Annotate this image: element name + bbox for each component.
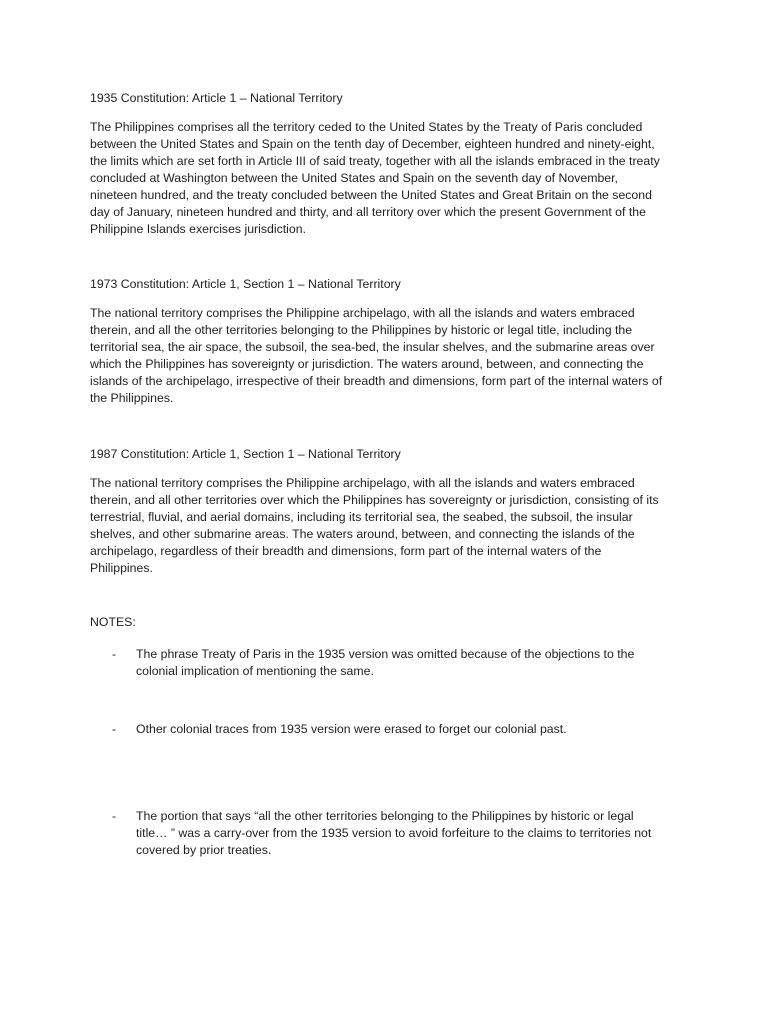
section-heading-1973: 1973 Constitution: Article 1, Section 1 – National Territory [90,277,401,291]
note-text: The portion that says “all the other territories belonging to the Philippines by historic or legal title… ” was a carry-over from the 1935 version to avoid forfeiture to the claims to territories not covered by prior treaties. [136,809,652,857]
note-text: The phrase Treaty of Paris in the 1935 version was omitted because of the objections to the colonial implication of mentioning the same. [136,647,635,678]
section-heading-1935: 1935 Constitution: Article 1 – National Territory [90,91,343,105]
note-bullet: - [112,809,117,823]
note-bullet: - [112,647,117,661]
section-body-1973: The national territory comprises the Philippine archipelago, with all the islands and waters embraced therein, and all the other territories belonging to the Philippines by historic or legal title, including the territorial sea, the air space, the subsoil, the sea-bed, the insular shelves, and the submarine areas over which the Philippines has sovereignty or jurisdiction. The waters around, between, and connecting the islands of the archipelago, irrespective of their breadth and dimensions, form part of the internal waters of the Philippines. [90,306,663,405]
section-body-1987: The national territory comprises the Philippine archipelago, with all the islands and waters embraced therein, and all other territories over which the Philippines has sovereignty or jurisdiction, consisting of its terrestrial, fluvial, and aerial domains, including its territorial sea, the seabed, the subsoil, the insular shelves, and other submarine areas. The waters around, between, and connecting the islands of the archipelago, regardless of their breadth and dimensions, form part of the internal waters of the Philippines. [90,476,659,575]
notes-title: NOTES: [90,615,136,629]
section-body-1935: The Philippines comprises all the territory ceded to the United States by the Treaty of Paris concluded between the United States and Spain on the tenth day of December, eighteen hundred and ninety-eight, the limits which are set forth in Article III of said treaty, together with all the islands embraced in the treaty concluded at Washington between the United States and Spain on the seventh day of November, nineteen hundred, and the treaty concluded between the United States and Great Britain on the second day of January, nineteen hundred and thirty, and all territory over which the present Government of the Philippine Islands exercises jurisdiction. [90,120,660,236]
section-heading-1987: 1987 Constitution: Article 1, Section 1 – National Territory [90,447,401,461]
note-text: Other colonial traces from 1935 version were erased to forget our colonial past. [136,722,567,736]
note-bullet: - [112,722,117,736]
